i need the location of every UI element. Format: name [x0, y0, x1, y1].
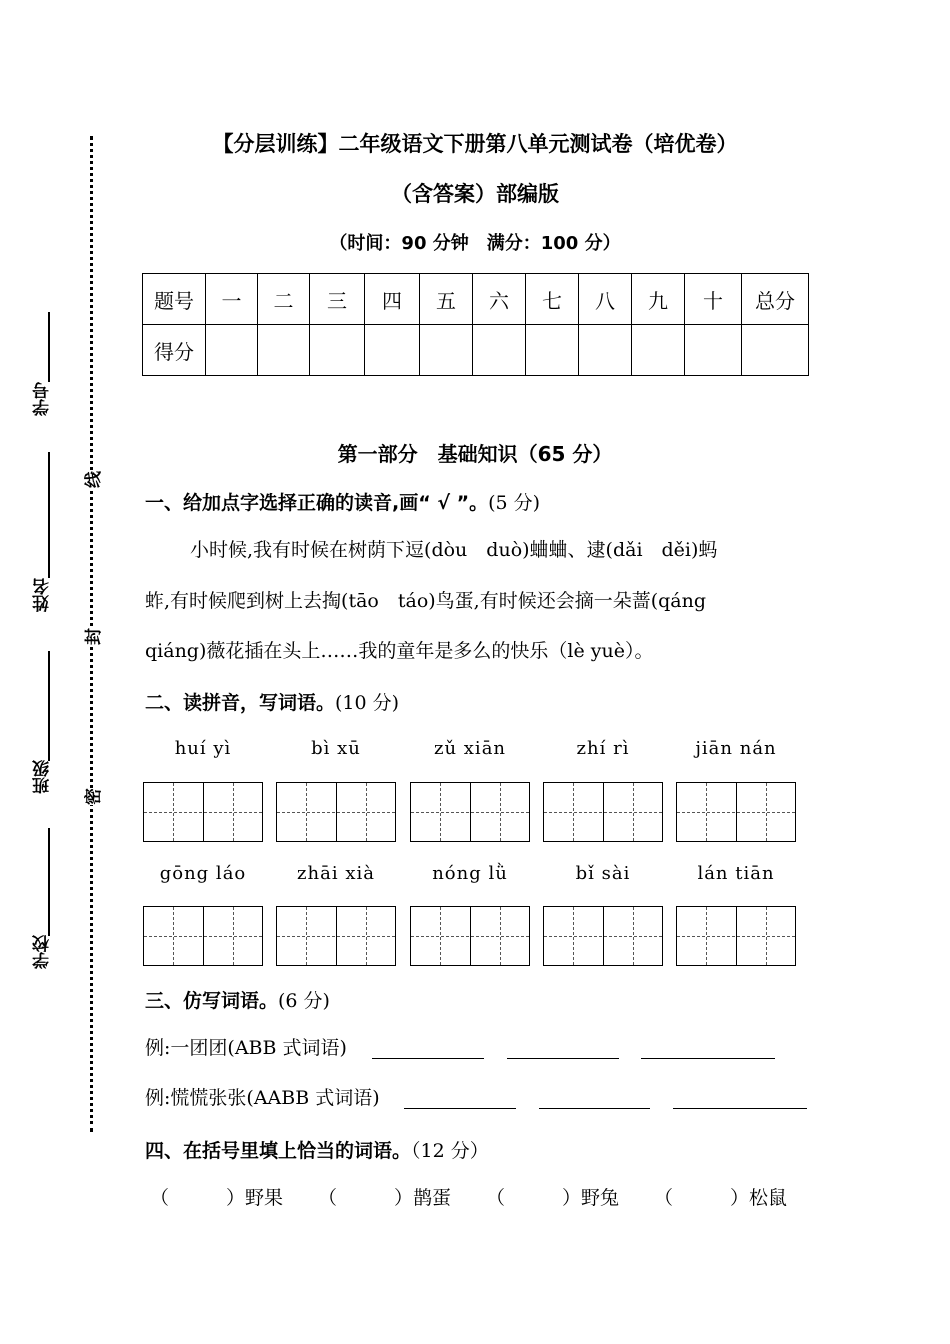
- q2-points: (10 分): [335, 692, 400, 714]
- writing-grid[interactable]: [143, 782, 263, 842]
- q3-example-1: [145, 1023, 347, 1073]
- pinyin-label: bǐ sài: [575, 863, 631, 884]
- score-cell[interactable]: [365, 325, 420, 376]
- score-table-score-row: [143, 325, 809, 376]
- table-header-cell: 十: [685, 274, 742, 325]
- q3-points: (6 分): [278, 990, 330, 1012]
- page-title: 【分层训练】二年级语文下册第八单元测试卷（培优卷）: [212, 132, 738, 156]
- score-table-header-row: [143, 274, 809, 325]
- table-header-cell: 二: [258, 274, 310, 325]
- score-cell[interactable]: [420, 325, 473, 376]
- answer-blank[interactable]: [404, 1090, 516, 1109]
- seal-seal-char: 封: [77, 628, 106, 645]
- table-header-cell: 八: [579, 274, 632, 325]
- q4-points: （12 分）: [411, 1140, 489, 1162]
- pinyin-label: huí yì: [174, 738, 232, 759]
- score-cell[interactable]: [206, 325, 258, 376]
- name-blank[interactable]: [48, 452, 50, 578]
- score-cell[interactable]: [632, 325, 685, 376]
- writing-grid[interactable]: [543, 782, 663, 842]
- table-header-cell: 题号: [143, 274, 206, 325]
- q1-points: (5 分): [488, 492, 541, 514]
- table-header-cell: 一: [206, 274, 258, 325]
- page-subtitle: （含答案）部编版: [391, 182, 559, 206]
- q4-item[interactable]: （ ）野果: [150, 1187, 284, 1209]
- score-cell[interactable]: [579, 325, 632, 376]
- writing-grid[interactable]: [276, 906, 396, 966]
- q3-example-2-text: 例:慌慌张张(AABB 式词语): [145, 1087, 380, 1109]
- school-blank[interactable]: [48, 828, 50, 936]
- score-cell[interactable]: [685, 325, 742, 376]
- table-header-cell: 三: [310, 274, 365, 325]
- q1-heading-text: 一、给加点字选择正确的读音,画“ √ ”。: [145, 492, 489, 514]
- score-cell[interactable]: [258, 325, 310, 376]
- q3-heading: [145, 986, 330, 1013]
- answer-blank[interactable]: [539, 1090, 650, 1109]
- part1-title: 第一部分 基础知识（65 分）: [337, 442, 613, 466]
- q2-heading: [145, 688, 399, 715]
- q4-item[interactable]: （ ）野兔: [486, 1187, 620, 1209]
- writing-grid[interactable]: [543, 906, 663, 966]
- score-cell[interactable]: [310, 325, 365, 376]
- answer-blank[interactable]: [507, 1040, 619, 1059]
- score-row-label: 得分: [143, 325, 206, 376]
- q3-heading-text: 三、仿写词语。: [145, 990, 279, 1012]
- q3-example-1-text: 例:一团团(ABB 式词语): [145, 1037, 347, 1059]
- table-header-cell: 五: [420, 274, 473, 325]
- score-cell[interactable]: [742, 325, 809, 376]
- score-table: [142, 273, 809, 376]
- answer-blank[interactable]: [372, 1040, 484, 1059]
- q1-line-1: 小时候,我有时候在树荫下逗(dòu duò)蛐蛐、逮(dǎi děi)蚂: [190, 539, 718, 561]
- table-header-cell: 总分: [742, 274, 809, 325]
- table-header-cell: 六: [473, 274, 526, 325]
- pinyin-label: nóng lǜ: [432, 863, 508, 884]
- writing-grid[interactable]: [143, 906, 263, 966]
- q4-item[interactable]: （ ）鹊蛋: [318, 1187, 452, 1209]
- answer-blank[interactable]: [673, 1090, 807, 1109]
- pinyin-label: gōng láo: [159, 863, 247, 884]
- q4-heading-text: 四、在括号里填上恰当的词语。: [145, 1140, 412, 1162]
- writing-grid[interactable]: [676, 906, 796, 966]
- table-header-cell: 四: [365, 274, 420, 325]
- student-id-blank[interactable]: [48, 312, 50, 382]
- student-id-label: 学号: [33, 382, 53, 416]
- class-blank[interactable]: [48, 651, 50, 761]
- writing-grid[interactable]: [410, 782, 530, 842]
- table-header-cell: 七: [526, 274, 579, 325]
- pinyin-label: zhāi xià: [297, 863, 375, 884]
- pinyin-label: zǔ xiān: [433, 738, 507, 759]
- pinyin-label: bì xū: [311, 738, 361, 759]
- pinyin-label: jiān nán: [695, 738, 777, 759]
- class-label: 班级: [33, 760, 53, 794]
- q1-line-3: qiáng)薇花插在头上……我的童年是多么的快乐（lè yuè）。: [145, 640, 654, 662]
- school-label: 学校: [33, 935, 53, 969]
- name-label: 姓名: [33, 578, 53, 612]
- score-cell[interactable]: [526, 325, 579, 376]
- seal-line-char: 线: [77, 471, 106, 488]
- writing-grid[interactable]: [410, 906, 530, 966]
- answer-blank[interactable]: [641, 1040, 775, 1059]
- q3-example-2: [145, 1073, 380, 1123]
- q1-line-2: 蚱,有时候爬到树上去掏(tāo táo)鸟蛋,有时候还会摘一朵蔷(qáng: [145, 590, 707, 612]
- q4-item[interactable]: （ ）松鼠: [654, 1187, 788, 1209]
- table-header-cell: 九: [632, 274, 685, 325]
- q1-heading: [145, 488, 540, 515]
- q4-heading: [145, 1136, 489, 1163]
- pinyin-label: zhí rì: [576, 738, 630, 759]
- seal-secret-char: 密: [77, 788, 106, 805]
- pinyin-label: lán tiān: [697, 863, 775, 884]
- writing-grid[interactable]: [276, 782, 396, 842]
- writing-grid[interactable]: [676, 782, 796, 842]
- q2-heading-text: 二、读拼音，写词语。: [145, 692, 336, 714]
- score-cell[interactable]: [473, 325, 526, 376]
- time-info: （时间：90 分钟 满分：100 分）: [329, 233, 621, 254]
